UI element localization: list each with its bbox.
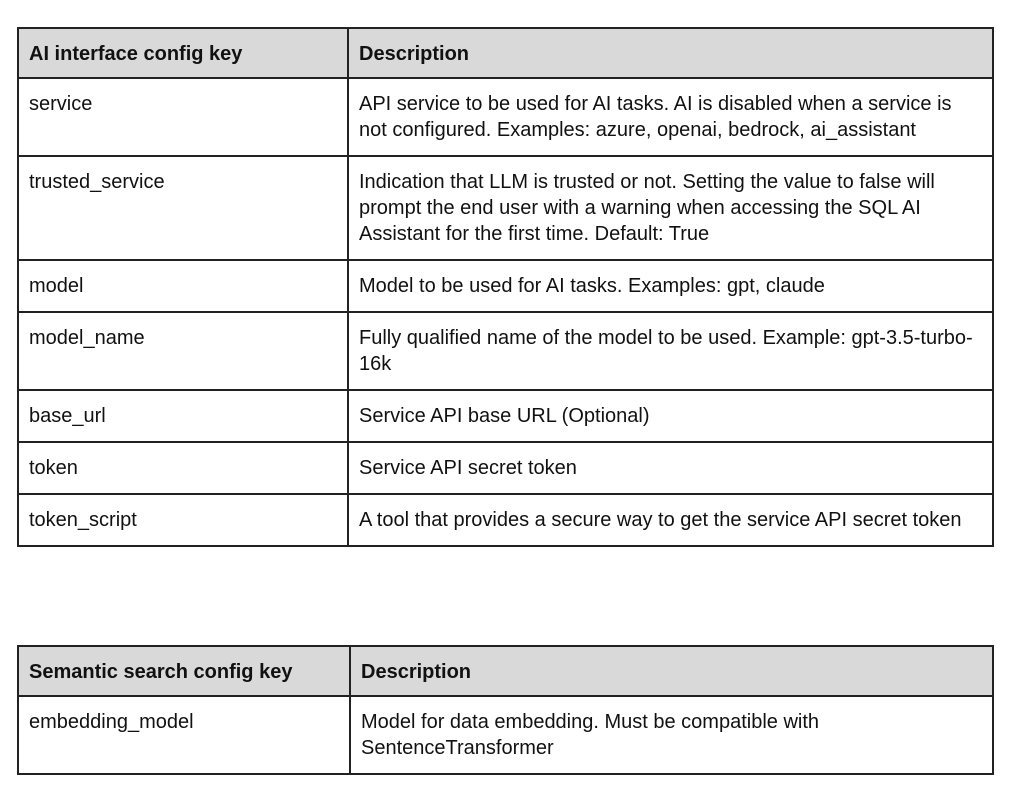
- column-header-key: Semantic search config key: [18, 646, 350, 696]
- table-row: [18, 442, 993, 494]
- config-key-cell: token_script: [18, 494, 348, 546]
- table-row: [18, 696, 993, 774]
- description-cell: A tool that provides a secure way to get the service API secret token: [348, 494, 993, 546]
- description-cell: Service API base URL (Optional): [348, 390, 993, 442]
- config-key-cell: trusted_service: [18, 156, 348, 260]
- ai-interface-config-table: [17, 27, 994, 547]
- semantic-search-config-table: [17, 645, 994, 775]
- description-cell: Indication that LLM is trusted or not. Setting the value to false will prompt the end user with a warning when accessing the SQL AI Assistant for the first time. Default: True: [348, 156, 993, 260]
- table-row: [18, 78, 993, 156]
- column-header-description: Description: [350, 646, 993, 696]
- table-header-row: [18, 646, 993, 696]
- description-cell: Model to be used for AI tasks. Examples: gpt, claude: [348, 260, 993, 312]
- config-key-cell: embedding_model: [18, 696, 350, 774]
- config-key-cell: service: [18, 78, 348, 156]
- column-header-description: Description: [348, 28, 993, 78]
- table-row: [18, 260, 993, 312]
- table-row: [18, 390, 993, 442]
- config-key-cell: model_name: [18, 312, 348, 390]
- table-header-row: [18, 28, 993, 78]
- table-row: [18, 312, 993, 390]
- config-key-cell: token: [18, 442, 348, 494]
- table-row: [18, 494, 993, 546]
- table-row: [18, 156, 993, 260]
- config-key-cell: base_url: [18, 390, 348, 442]
- column-header-key: AI interface config key: [18, 28, 348, 78]
- description-cell: Model for data embedding. Must be compatible with SentenceTransformer: [350, 696, 993, 774]
- description-cell: Service API secret token: [348, 442, 993, 494]
- description-cell: API service to be used for AI tasks. AI is disabled when a service is not configured. Examples: azure, openai, bedrock, ai_assistant: [348, 78, 993, 156]
- description-cell: Fully qualified name of the model to be used. Example: gpt-3.5-turbo-16k: [348, 312, 993, 390]
- config-key-cell: model: [18, 260, 348, 312]
